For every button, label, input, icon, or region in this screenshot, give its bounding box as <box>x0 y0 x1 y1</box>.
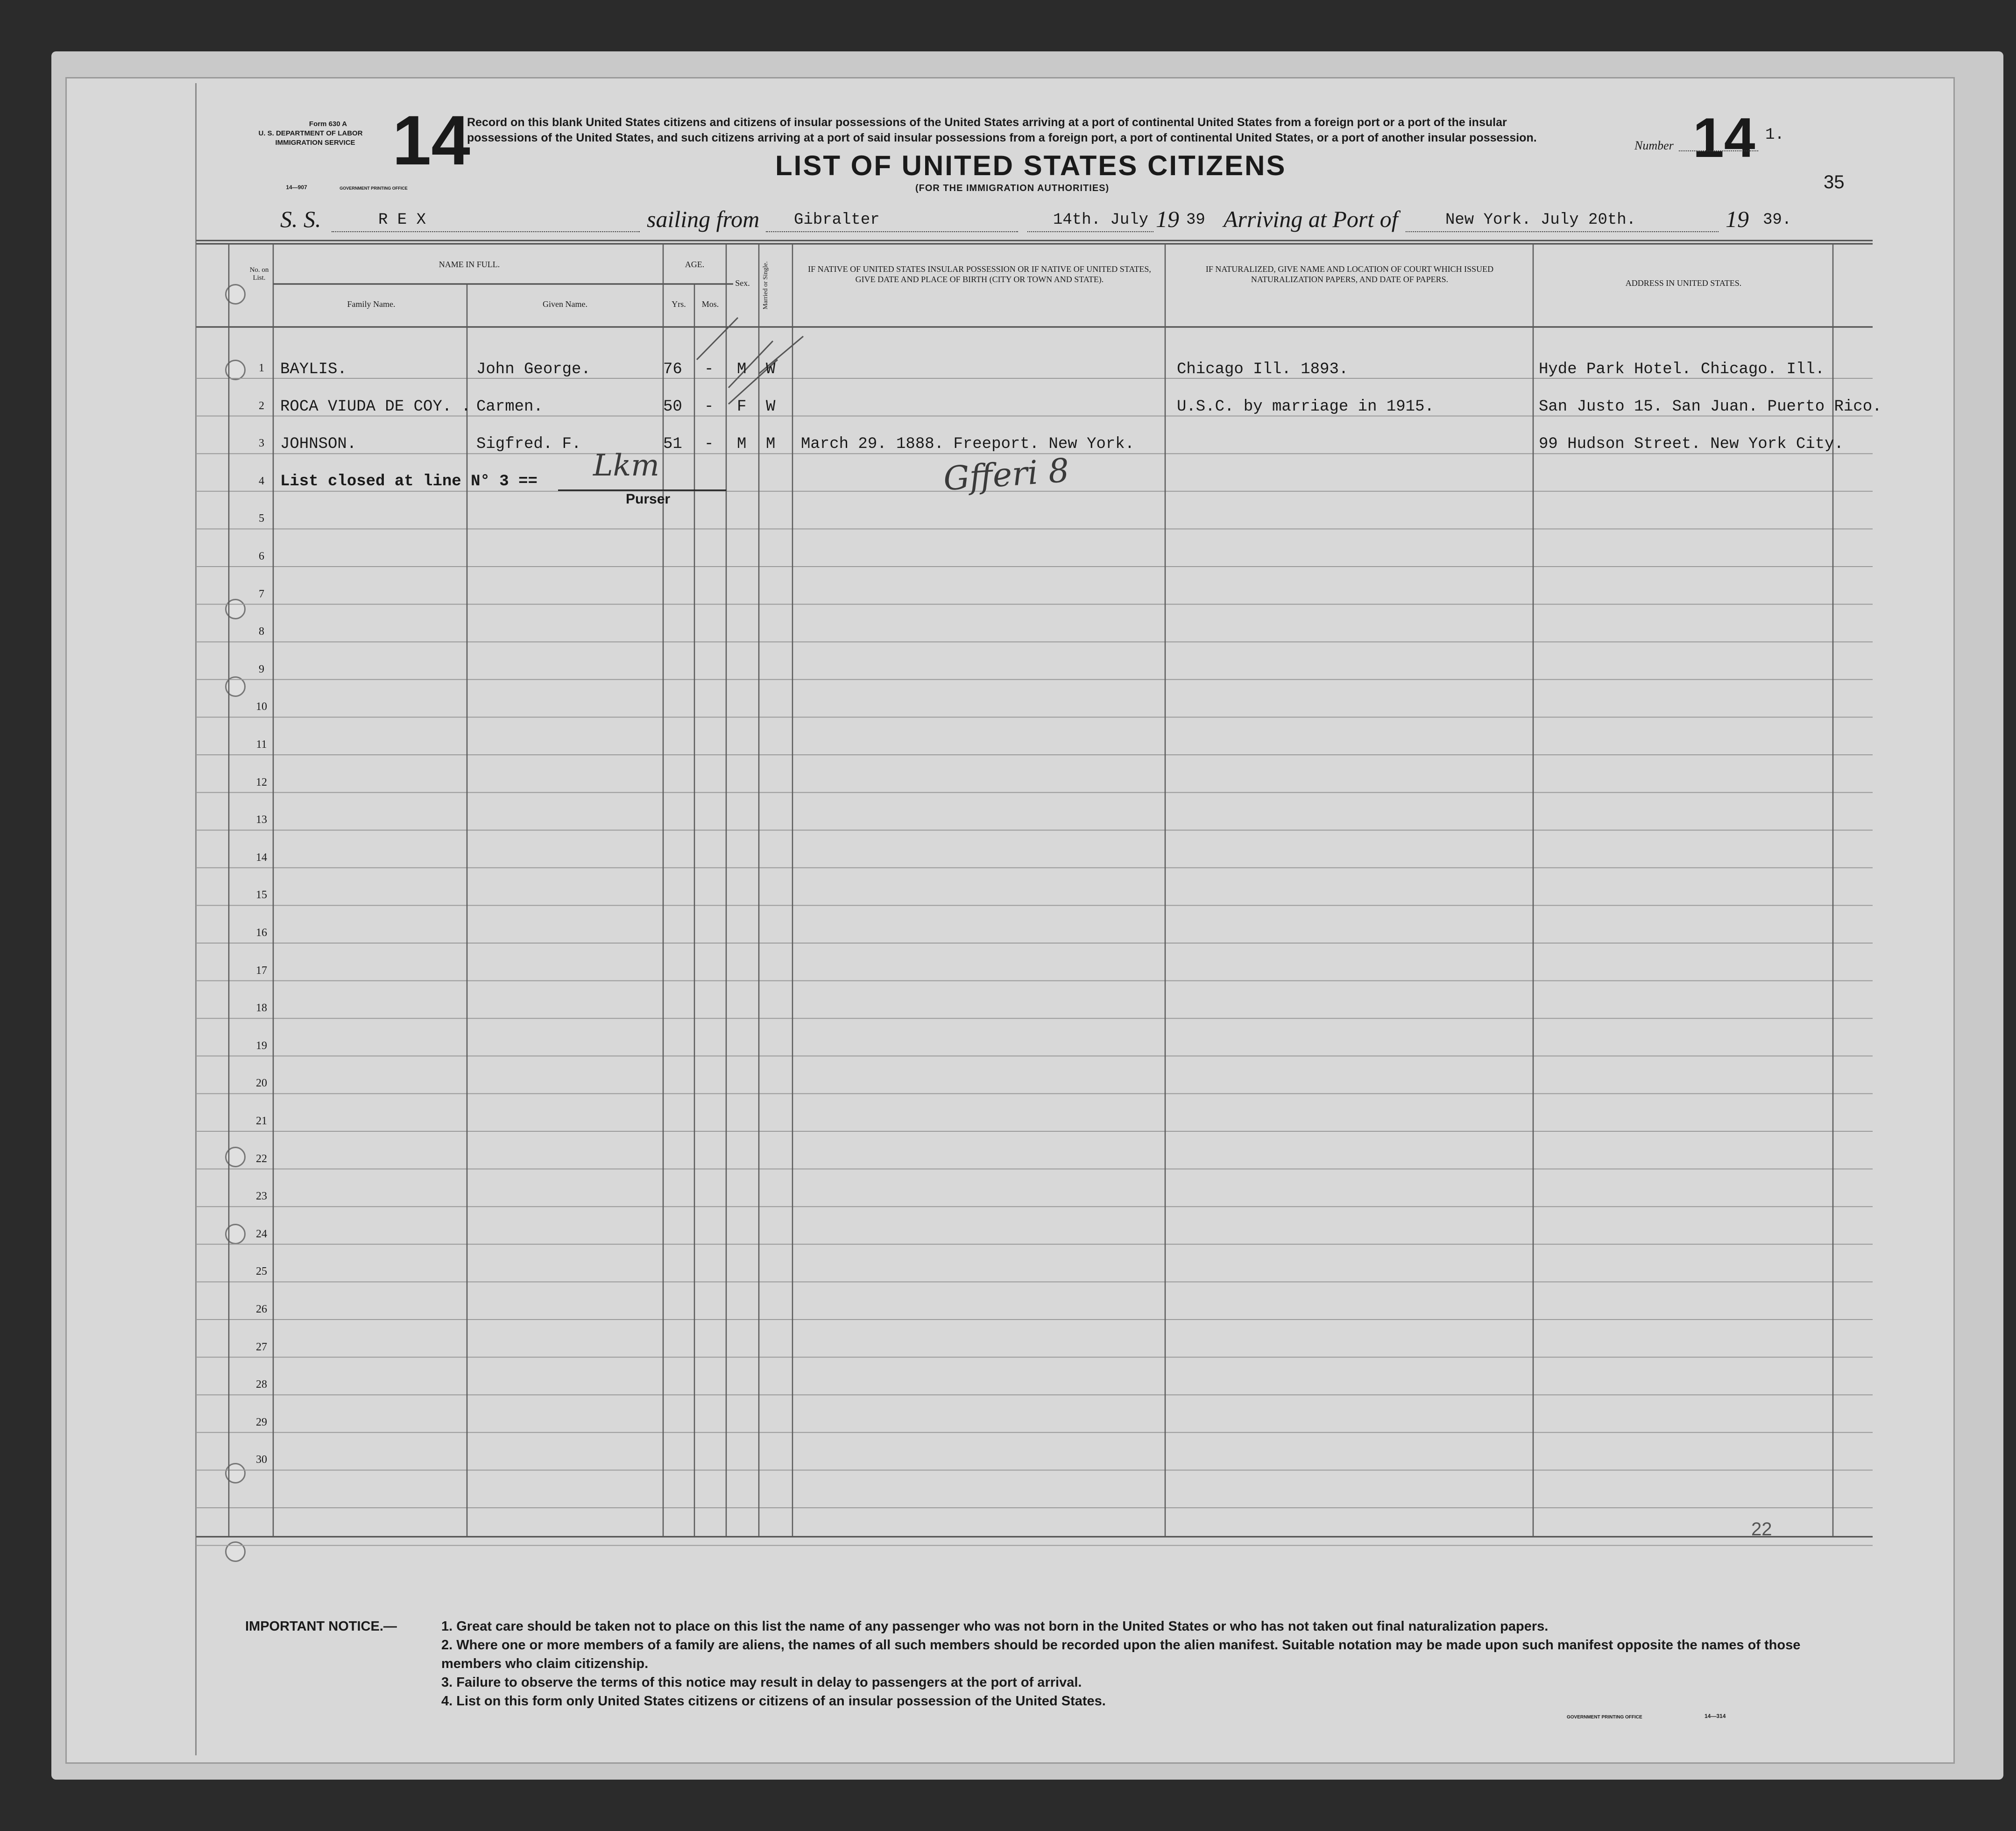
signature-line <box>558 490 726 491</box>
arrival-port-date: New York. July 20th. <box>1445 211 1636 229</box>
notice-label: IMPORTANT NOTICE.— <box>245 1619 397 1634</box>
row-number: 10 <box>256 701 267 713</box>
marital-status: W <box>766 361 776 378</box>
row-number: 12 <box>256 776 267 788</box>
list-closed-text: List closed at line N° 3 == <box>280 473 538 490</box>
number-label: Number <box>1634 139 1674 152</box>
row-number: 27 <box>256 1341 267 1353</box>
hdr-native: IF NATIVE OF UNITED STATES INSULAR POSSESSION OR IF NATIVE OF UNITED STATES, GIVE DATE AND PLACE OF BIRTH (CITY OR TOWN AND STATE). <box>808 264 1151 284</box>
marital-status: M <box>766 435 776 453</box>
notice-item-1: 1. Great care should be taken not to place on this list the name of any passenger who was not born in the United States or who has not taken out final naturalization papers. <box>441 1619 1549 1634</box>
sail-date: 14th. July <box>1053 211 1149 229</box>
hdr-family-name: Family Name. <box>347 299 396 309</box>
notice-item-3: 3. Failure to observe the terms of this notice may result in delay to passengers at the port of arrival. <box>441 1675 1082 1690</box>
footer-code: 14—314 <box>1705 1713 1726 1719</box>
age-years: 51 <box>663 435 682 453</box>
family-name: BAYLIS. <box>280 361 347 378</box>
given-name: John George. <box>476 361 591 378</box>
marital-status: W <box>766 398 776 416</box>
hdr-married-single: Married or Single. <box>762 261 769 310</box>
row-number: 4 <box>259 475 264 487</box>
arriving-label: Arriving at Port of <box>1224 206 1398 232</box>
hdr-yrs: Yrs. <box>672 299 686 309</box>
row-number: 3 <box>259 437 264 450</box>
form-subtitle: (FOR THE IMMIGRATION AUTHORITIES) <box>915 183 1110 193</box>
row-number: 25 <box>256 1265 267 1278</box>
sailing-label: sailing from <box>647 206 760 232</box>
us-address: Hyde Park Hotel. Chicago. Ill. <box>1539 361 1825 378</box>
row-number: 11 <box>256 738 267 751</box>
number-value: 14 <box>1693 106 1755 169</box>
us-address: 99 Hudson Street. New York City. <box>1539 435 1844 453</box>
purser-label: Purser <box>626 491 671 507</box>
department-name: U. S. DEPARTMENT OF LABOR <box>258 129 363 137</box>
row-number: 20 <box>256 1077 267 1090</box>
printing-office: GOVERNMENT PRINTING OFFICE <box>340 186 408 191</box>
ship-underline <box>332 231 640 232</box>
row-number: 23 <box>256 1190 267 1203</box>
row-number: 17 <box>256 964 267 977</box>
row-number: 2 <box>259 399 264 412</box>
arrival-underline <box>1406 231 1719 232</box>
row-number: 24 <box>256 1228 267 1240</box>
form-number: Form 630 A <box>309 120 347 128</box>
row-number: 6 <box>259 550 264 562</box>
notice-item-4: 4. List on this form only United States citizens or citizens of an insular possession of the United States. <box>441 1694 1106 1709</box>
record-instructions: Record on this blank United States citizens and citizens of insular possessions of the United States arriving at a port of continental United States from a foreign port or a port of the insular possessions of the United States, and such citizens arriving at a port of said insular possessions from a foreign port, a port of continental United States, or a port of another insular possession. <box>467 116 1537 144</box>
row-number: 28 <box>256 1378 267 1391</box>
hdr-age: AGE. <box>685 260 705 269</box>
inspector-annotation: Gfferi 8 <box>942 451 1071 498</box>
big-list-number: 14 <box>392 101 470 179</box>
age-months: - <box>704 435 714 453</box>
birth-date-place: March 29. 1888. Freeport. New York. <box>801 435 1135 453</box>
row-number: 16 <box>256 927 267 939</box>
service-name: IMMIGRATION SERVICE <box>275 139 355 147</box>
naturalization: U.S.C. by marriage in 1915. <box>1177 398 1434 416</box>
form-title: LIST OF UNITED STATES CITIZENS <box>775 150 1287 181</box>
hdr-mos: Mos. <box>701 299 719 309</box>
ship-name: R E X <box>378 211 426 229</box>
given-name: Sigfred. F. <box>476 435 581 453</box>
row-number: 8 <box>259 625 264 638</box>
naturalization: Chicago Ill. 1893. <box>1177 361 1349 378</box>
from-port: Gibralter <box>794 211 880 229</box>
row-number: 7 <box>259 588 264 600</box>
arrival-year-prefix: 19 <box>1726 206 1749 232</box>
row-number: 26 <box>256 1303 267 1315</box>
number-underline <box>1679 149 1758 151</box>
row-number: 9 <box>259 663 264 675</box>
form-code: 14—907 <box>286 184 307 191</box>
sail-year: 39 <box>1186 211 1205 229</box>
hdr-name-in-full: NAME IN FULL. <box>439 260 500 269</box>
age-years: 76 <box>663 361 682 378</box>
arrival-year: 39. <box>1763 211 1792 229</box>
date-underline <box>1027 231 1153 232</box>
given-name: Carmen. <box>476 398 543 416</box>
row-number: 30 <box>256 1454 267 1466</box>
row-number: 13 <box>256 814 267 826</box>
row-number: 18 <box>256 1002 267 1015</box>
row-number: 19 <box>256 1039 267 1052</box>
hdr-no-on-list: No. on List. <box>249 266 269 282</box>
footer-printing-office: GOVERNMENT PRINTING OFFICE <box>1567 1715 1642 1720</box>
purser-signature: Lkm <box>593 448 659 483</box>
sex: F <box>737 398 747 416</box>
row-number: 5 <box>259 512 264 525</box>
row-number: 15 <box>256 889 267 901</box>
row-number: 29 <box>256 1416 267 1428</box>
page-number: 35 <box>1824 172 1845 192</box>
number-suffix: 1. <box>1765 126 1784 144</box>
sex: M <box>737 361 747 378</box>
from-underline <box>766 231 1018 232</box>
age-months: - <box>704 361 714 378</box>
row-number: 14 <box>256 851 267 864</box>
row-number: 22 <box>256 1152 267 1165</box>
year-prefix: 19 <box>1156 206 1179 232</box>
footer-mark: 22 <box>1751 1519 1772 1540</box>
hdr-sex: Sex. <box>735 278 750 288</box>
notice-item-2: 2. Where one or more members of a family are aliens, the names of all such members should be recorded upon the alien manifest. Suitable notation may be made upon such manifest opposite the names of those members who claim citizenship. <box>441 1638 1801 1671</box>
hdr-naturalized: IF NATURALIZED, GIVE NAME AND LOCATION OF COURT WHICH ISSUED NATURALIZATION PAPERS, AND DATE OF PAPERS. <box>1205 264 1494 284</box>
row-number: 21 <box>256 1115 267 1127</box>
sex: M <box>737 435 747 453</box>
hdr-address: ADDRESS IN UNITED STATES. <box>1625 278 1742 288</box>
age-months: - <box>704 398 714 416</box>
age-years: 50 <box>663 398 682 416</box>
ss-label: S. S. <box>280 206 321 232</box>
hdr-given-name: Given Name. <box>543 299 587 309</box>
family-name: JOHNSON. <box>280 435 357 453</box>
family-name: ROCA VIUDA DE COY. . <box>280 398 471 416</box>
us-address: San Justo 15. San Juan. Puerto Rico. <box>1539 398 1882 416</box>
row-number: 1 <box>259 362 264 374</box>
